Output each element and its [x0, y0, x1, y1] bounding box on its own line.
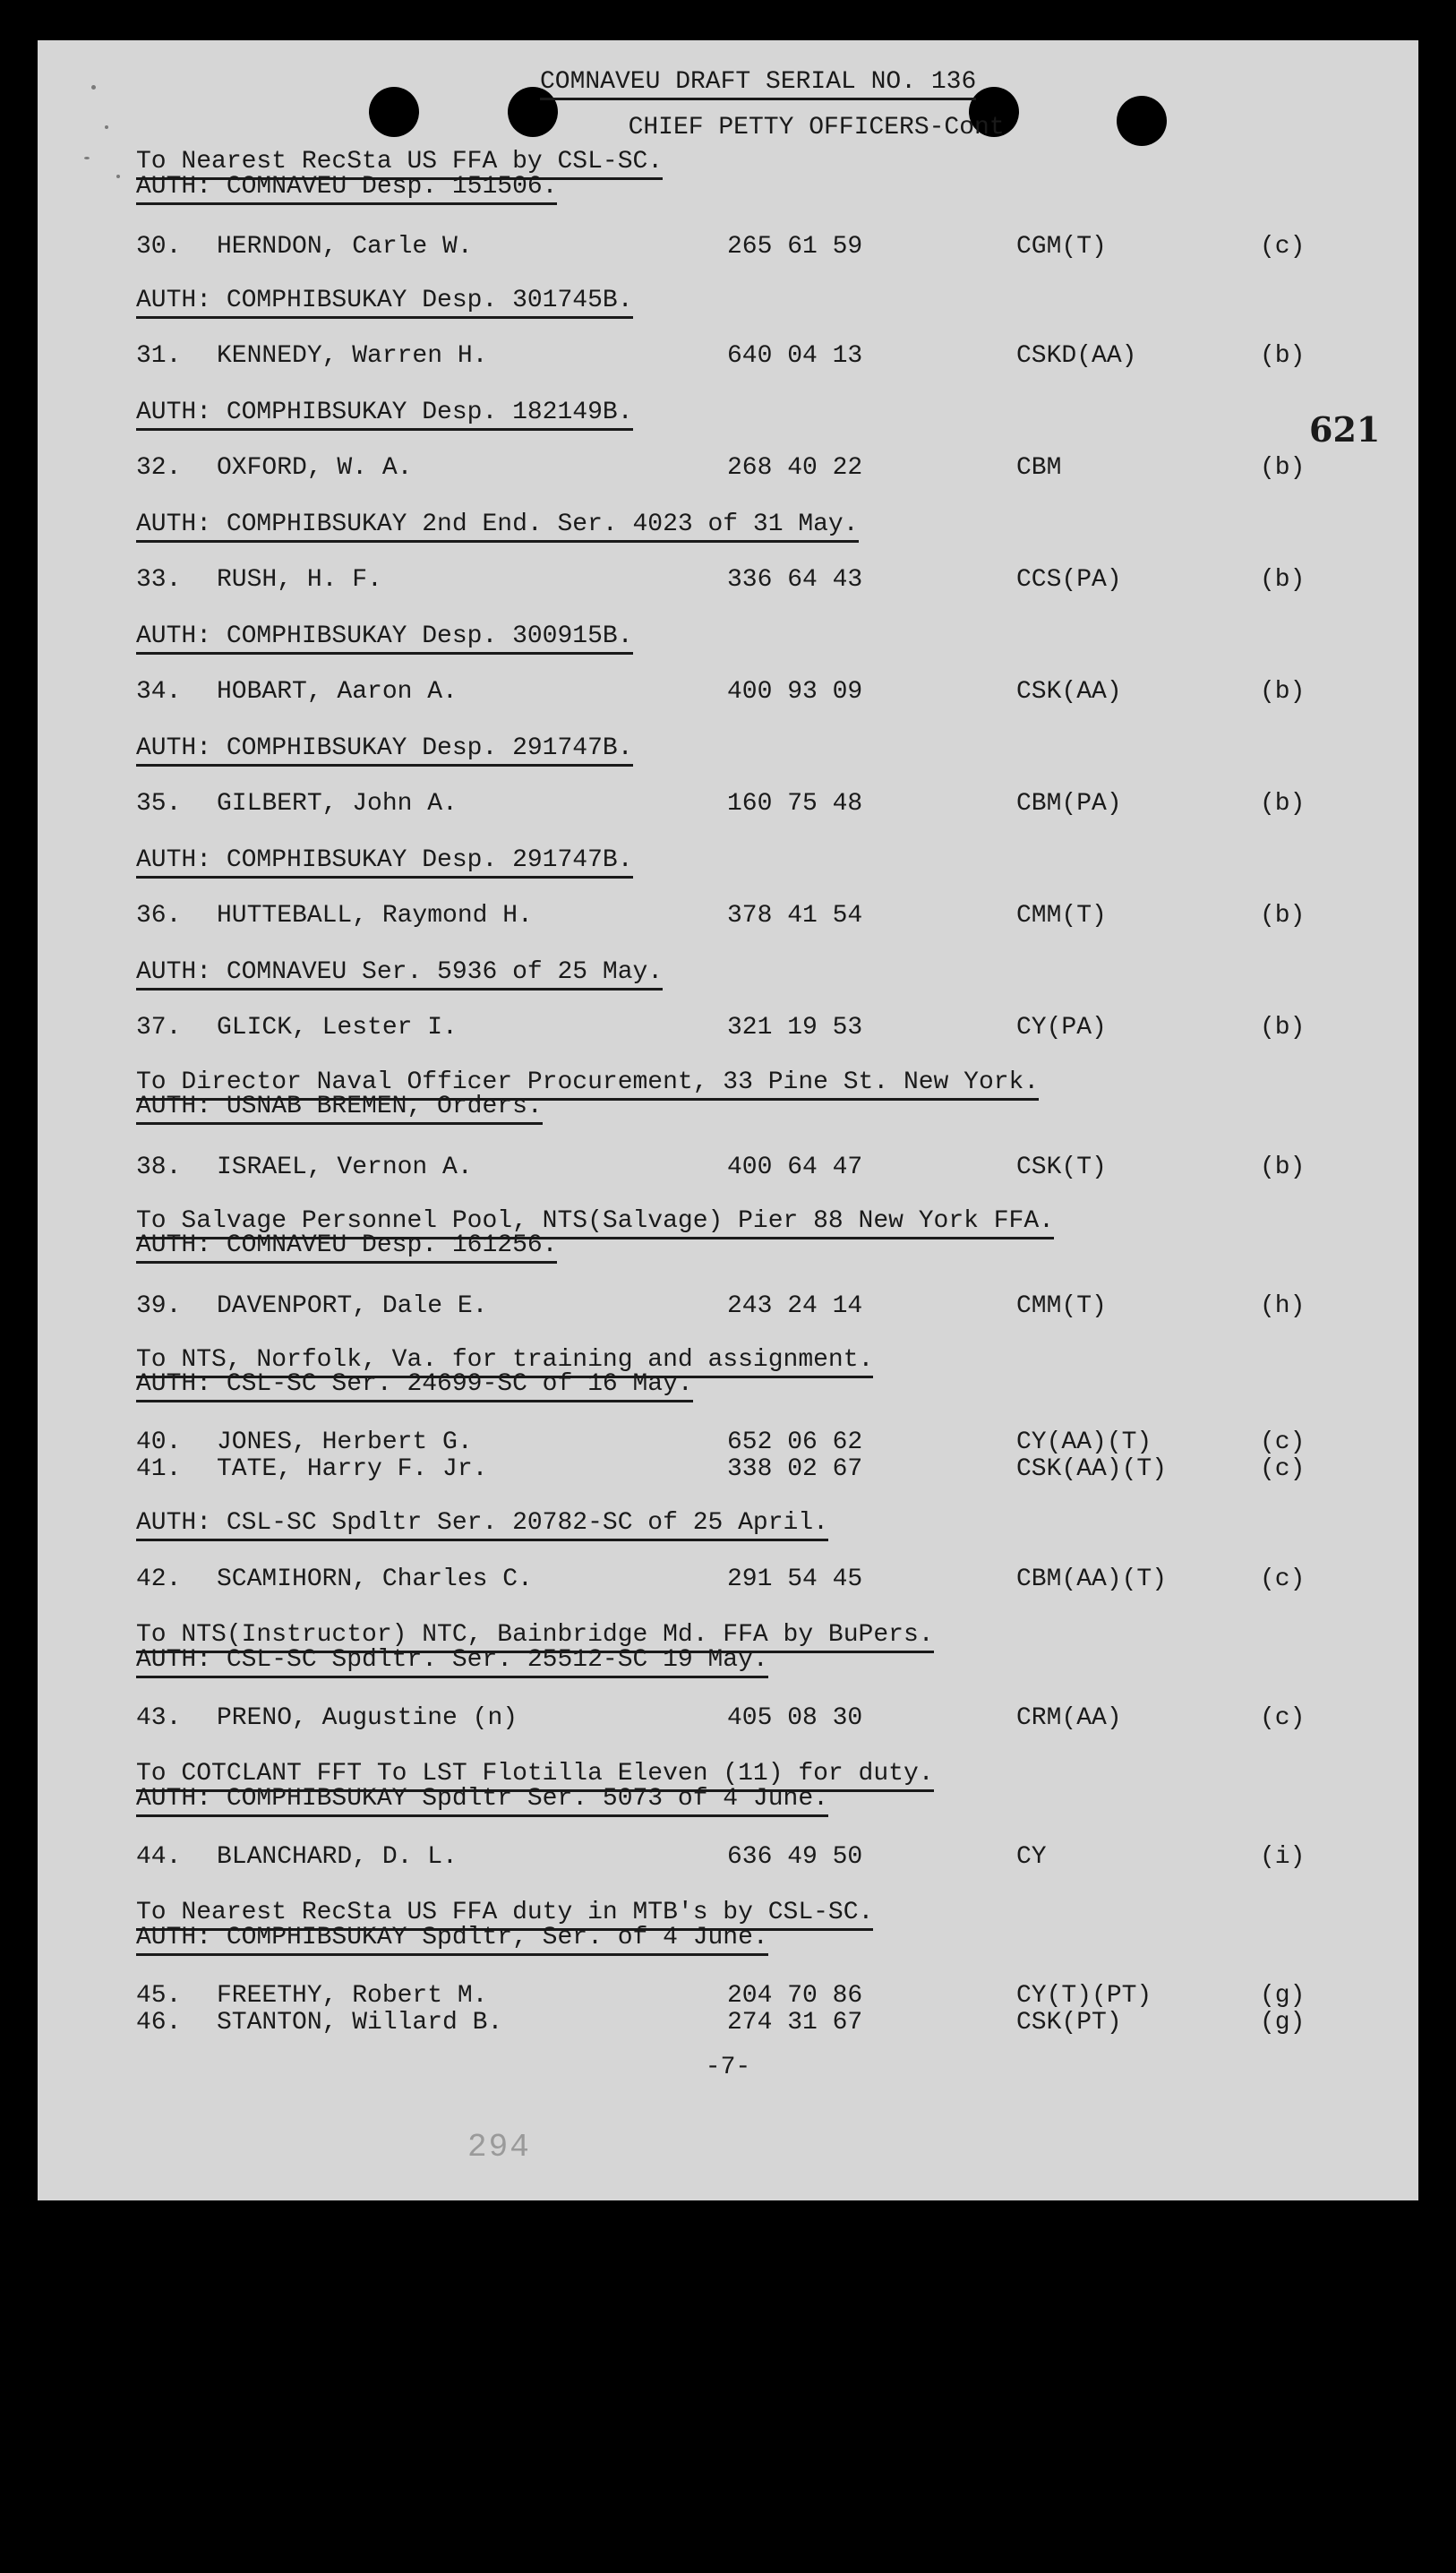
personnel-row [38, 1154, 1418, 1182]
authority-line [136, 510, 859, 543]
entry-number: 36. [136, 902, 182, 930]
personnel-row [38, 1565, 1418, 1594]
service-number: 265 61 59 [727, 233, 863, 261]
service-number: 400 93 09 [727, 678, 863, 706]
authority-line [136, 1924, 768, 1956]
code: (b) [1260, 566, 1306, 594]
service-number: 291 54 45 [727, 1565, 863, 1593]
authority-line [136, 1785, 828, 1817]
authority-line [136, 1231, 557, 1264]
service-number: 640 04 13 [727, 342, 863, 370]
entry-number: 30. [136, 233, 182, 261]
rate: CSK(AA)(T) [1016, 1455, 1168, 1483]
entry-number: 33. [136, 566, 182, 594]
authority-line [136, 958, 663, 991]
code: (c) [1260, 1428, 1306, 1456]
personnel-row [38, 1843, 1418, 1872]
entry-number: 45. [136, 1982, 182, 2010]
stamp-number: 621 [1309, 409, 1381, 450]
personnel-row [38, 1704, 1418, 1733]
rate: CSK(T) [1016, 1154, 1107, 1181]
code: (c) [1260, 1455, 1306, 1483]
entry-number: 32. [136, 454, 182, 482]
entry-number: 44. [136, 1843, 182, 1871]
authority-line-text: AUTH: COMPHIBSUKAY Desp. 291747B. [136, 846, 633, 879]
entry-number: 38. [136, 1154, 182, 1181]
service-number: 652 06 62 [727, 1428, 863, 1456]
person-name: JONES, Herbert G. [217, 1428, 473, 1456]
service-number: 274 31 67 [727, 2009, 863, 2037]
personnel-row [38, 233, 1418, 262]
entry-number: 46. [136, 2009, 182, 2037]
service-number: 160 75 48 [727, 790, 863, 818]
authority-line [136, 287, 633, 319]
authority-line-text: AUTH: COMNAVEU Desp. 151506. [136, 173, 557, 205]
authority-line-text: AUTH: CSL-SC Spdltr Ser. 20782-SC of 25 April. [136, 1509, 828, 1541]
authority-line-text: AUTH: COMPHIBSUKAY Desp. 182149B. [136, 399, 633, 431]
personnel-row [38, 790, 1418, 819]
authority-line [136, 734, 633, 767]
personnel-row [38, 902, 1418, 931]
person-name: GLICK, Lester I. [217, 1014, 458, 1042]
rate: CSK(AA) [1016, 678, 1122, 706]
authority-line-text: AUTH: COMPHIBSUKAY Spdltr Ser. 5073 of 4 June. [136, 1785, 828, 1817]
entry-number: 39. [136, 1292, 182, 1320]
personnel-row [38, 1982, 1418, 2011]
service-number: 243 24 14 [727, 1292, 863, 1320]
person-name: BLANCHARD, D. L. [217, 1843, 458, 1871]
service-number: 338 02 67 [727, 1455, 863, 1483]
service-number: 336 64 43 [727, 566, 863, 594]
rate: CMM(T) [1016, 1292, 1107, 1320]
code: (g) [1260, 1982, 1306, 2010]
service-number: 204 70 86 [727, 1982, 863, 2010]
rate: CY(T)(PT) [1016, 1982, 1152, 2010]
person-name: HOBART, Aaron A. [217, 678, 458, 706]
personnel-row [38, 2009, 1418, 2037]
entry-number: 41. [136, 1455, 182, 1483]
authority-line-text: AUTH: CSL-SC Spdltr. Ser. 25512-SC 19 May. [136, 1646, 768, 1678]
authority-line [136, 846, 633, 879]
service-number: 400 64 47 [727, 1154, 863, 1181]
rate: CY(PA) [1016, 1014, 1107, 1042]
code: (g) [1260, 2009, 1306, 2037]
person-name: TATE, Harry F. Jr. [217, 1455, 488, 1483]
person-name: GILBERT, John A. [217, 790, 458, 818]
code: (b) [1260, 902, 1306, 930]
person-name: HERNDON, Carle W. [217, 233, 473, 261]
document-page [38, 40, 1418, 2200]
rate: CY(AA)(T) [1016, 1428, 1152, 1456]
service-number: 268 40 22 [727, 454, 863, 482]
destination-line-text: To Director Naval Officer Procurement, 33 Pine St. New York. [136, 1068, 1039, 1101]
destination-line-text: To NTS, Norfolk, Va. for training and assignment. [136, 1346, 873, 1378]
document-title: COMNAVEU DRAFT SERIAL NO. 136 [38, 42, 1418, 127]
personnel-row [38, 1292, 1418, 1321]
personnel-row [38, 1455, 1418, 1484]
entry-number: 34. [136, 678, 182, 706]
rate: CSKD(AA) [1016, 342, 1137, 370]
rate: CGM(T) [1016, 233, 1107, 261]
authority-line [136, 399, 633, 431]
entry-number: 35. [136, 790, 182, 818]
authority-line-text: AUTH: COMPHIBSUKAY 2nd End. Ser. 4023 of 31 May. [136, 510, 859, 543]
destination-line-text: To COTCLANT FFT To LST Flotilla Eleven (11) for duty. [136, 1760, 934, 1792]
person-name: DAVENPORT, Dale E. [217, 1292, 488, 1320]
service-number: 378 41 54 [727, 902, 863, 930]
person-name: ISRAEL, Vernon A. [217, 1154, 473, 1181]
person-name: OXFORD, W. A. [217, 454, 413, 482]
code: (b) [1260, 790, 1306, 818]
personnel-row [38, 454, 1418, 483]
service-number: 405 08 30 [727, 1704, 863, 1732]
code: (i) [1260, 1843, 1306, 1871]
person-name: FREETHY, Robert M. [217, 1982, 488, 2010]
authority-line [136, 622, 633, 655]
authority-line-text: AUTH: COMPHIBSUKAY Spdltr, Ser. of 4 June. [136, 1924, 768, 1956]
authority-line [136, 1509, 828, 1541]
code: (b) [1260, 678, 1306, 706]
person-name: STANTON, Willard B. [217, 2009, 503, 2037]
entry-number: 43. [136, 1704, 182, 1732]
rate: CBM(AA)(T) [1016, 1565, 1168, 1593]
code: (b) [1260, 1154, 1306, 1181]
personnel-row [38, 566, 1418, 595]
entry-number: 37. [136, 1014, 182, 1042]
rate: CCS(PA) [1016, 566, 1122, 594]
person-name: PRENO, Augustine (n) [217, 1704, 518, 1732]
person-name: KENNEDY, Warren H. [217, 342, 488, 370]
authority-line [136, 1646, 768, 1678]
entry-number: 31. [136, 342, 182, 370]
personnel-row [38, 1428, 1418, 1457]
person-name: RUSH, H. F. [217, 566, 382, 594]
person-name: SCAMIHORN, Charles C. [217, 1565, 533, 1593]
code: (b) [1260, 342, 1306, 370]
entry-number: 42. [136, 1565, 182, 1593]
code: (c) [1260, 1704, 1306, 1732]
document-subtitle: CHIEF PETTY OFFICERS-Cont [628, 114, 1005, 142]
personnel-row [38, 1014, 1418, 1042]
authority-line [136, 1370, 693, 1402]
authority-line-text: AUTH: COMNAVEU Desp. 161256. [136, 1231, 557, 1264]
personnel-row [38, 678, 1418, 707]
service-number: 636 49 50 [727, 1843, 863, 1871]
bottom-stamp-number: 294 [467, 2129, 531, 2166]
rate: CRM(AA) [1016, 1704, 1122, 1732]
personnel-row [38, 342, 1418, 371]
authority-line-text: AUTH: COMPHIBSUKAY Desp. 291747B. [136, 734, 633, 767]
code: (b) [1260, 454, 1306, 482]
rate: CY [1016, 1843, 1047, 1871]
destination-line-text: To Nearest RecSta US FFA by CSL-SC. [136, 148, 663, 180]
destination-line-text: To Nearest RecSta US FFA duty in MTB's by CSL-SC. [136, 1899, 873, 1931]
rate: CBM(PA) [1016, 790, 1122, 818]
authority-line [136, 173, 557, 205]
code: (h) [1260, 1292, 1306, 1320]
person-name: HUTTEBALL, Raymond H. [217, 902, 533, 930]
paper-speck [116, 175, 120, 178]
service-number: 321 19 53 [727, 1014, 863, 1042]
code: (b) [1260, 1014, 1306, 1042]
rate: CBM [1016, 454, 1062, 482]
authority-line [136, 1093, 543, 1125]
rate: CMM(T) [1016, 902, 1107, 930]
destination-line-text: To NTS(Instructor) NTC, Bainbridge Md. FFA by BuPers. [136, 1621, 934, 1653]
authority-line-text: AUTH: COMPHIBSUKAY Desp. 300915B. [136, 622, 633, 655]
entry-number: 40. [136, 1428, 182, 1456]
page-number: -7- [705, 2054, 751, 2081]
authority-line-text: AUTH: COMNAVEU Ser. 5936 of 25 May. [136, 958, 663, 991]
destination-line-text: To Salvage Personnel Pool, NTS(Salvage) Pier 88 New York FFA. [136, 1207, 1054, 1239]
code: (c) [1260, 233, 1306, 261]
authority-line-text: AUTH: CSL-SC Ser. 24699-SC of 16 May. [136, 1370, 693, 1402]
authority-line-text: AUTH: COMPHIBSUKAY Desp. 301745B. [136, 287, 633, 319]
rate: CSK(PT) [1016, 2009, 1122, 2037]
code: (c) [1260, 1565, 1306, 1593]
authority-line-text: AUTH: USNAB BREMEN, Orders. [136, 1093, 543, 1125]
